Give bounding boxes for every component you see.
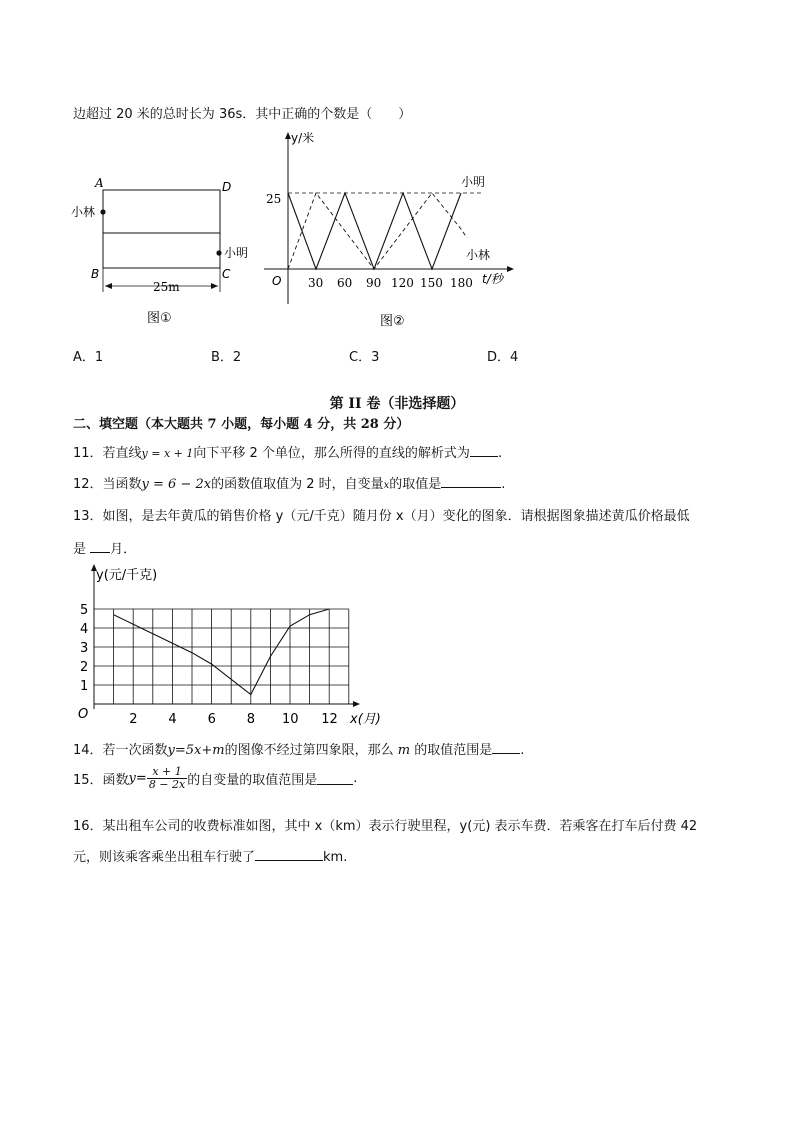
answer-blank-14[interactable] bbox=[492, 741, 520, 754]
chart-origin: O bbox=[78, 707, 89, 722]
answer-blank-16[interactable] bbox=[255, 848, 323, 861]
chart-x-tick: 4 bbox=[168, 712, 177, 727]
chart-y-label: y(元/千克) bbox=[96, 568, 158, 583]
question-16-line1: 16．某出租车公司的收费标准如图，其中 x（km）表示行驶里程，y(元) 表示车费．若乘客在打车后付费 42 bbox=[73, 819, 698, 834]
lin-line bbox=[288, 193, 467, 269]
price-line bbox=[114, 609, 330, 695]
question-13-line1: 13．如图，是去年黄瓜的销售价格 y（元/千克）随月份 x（月）变化的图象．请根据图象描述黄瓜价格最低 bbox=[73, 509, 690, 524]
question-12: 12．当函数y = 6 − 2x的函数值取值为 2 时，自变量x的取值是 . bbox=[73, 477, 506, 492]
chart-y-tick: 5 bbox=[80, 603, 89, 618]
label-width: 25m bbox=[153, 280, 180, 294]
label-ming: 小明 bbox=[224, 246, 249, 260]
answer-blank-12[interactable] bbox=[441, 475, 501, 488]
ming-label: 小明 bbox=[461, 175, 486, 189]
chart-y-tick: 1 bbox=[80, 679, 89, 694]
figure-1-caption: 图① bbox=[147, 311, 172, 326]
figure-2-caption: 图② bbox=[380, 314, 405, 329]
option-c[interactable]: C．3 bbox=[349, 350, 380, 365]
option-b[interactable]: B．2 bbox=[211, 350, 242, 365]
question-15: 15．函数y= $\frac{x + 1}{8 - 2x}$ 的自变量的取值范围是 . bbox=[73, 765, 358, 791]
ming-dot bbox=[216, 250, 221, 255]
x-tick-60: 60 bbox=[337, 276, 353, 290]
x-tick-120: 120 bbox=[391, 276, 414, 290]
y-axis-label: y/米 bbox=[291, 131, 315, 145]
pool-rect bbox=[103, 190, 220, 268]
x-tick-30: 30 bbox=[308, 276, 324, 290]
figure-2 bbox=[260, 128, 530, 338]
question-13-line2: 是 月． bbox=[73, 542, 137, 557]
chart-y-tick: 4 bbox=[80, 622, 89, 637]
origin-label: O bbox=[272, 274, 282, 288]
x-tick-150: 150 bbox=[420, 276, 443, 290]
section-title: 第 II 卷（非选择题） bbox=[329, 396, 465, 412]
option-d[interactable]: D．4 bbox=[487, 350, 519, 365]
answer-blank-15[interactable] bbox=[317, 772, 353, 785]
chart-x-tick: 12 bbox=[321, 712, 338, 727]
lin-label: 小林 bbox=[466, 248, 491, 262]
x-axis-label: t/秒 bbox=[482, 272, 503, 286]
chart-x-tick: 10 bbox=[282, 712, 299, 727]
label-b: B bbox=[91, 267, 100, 281]
answer-blank-11[interactable] bbox=[470, 444, 498, 457]
chart-y-tick: 2 bbox=[80, 660, 89, 675]
chart-x-tick: 8 bbox=[246, 712, 256, 727]
answer-blank-13[interactable] bbox=[90, 540, 110, 553]
label-a: A bbox=[95, 176, 104, 190]
chart-x-label: x(月) bbox=[350, 712, 381, 727]
fraction: $\frac{x + 1}{8 - 2x}$ bbox=[148, 765, 186, 791]
chart-y-tick: 3 bbox=[80, 641, 89, 656]
x-tick-90: 90 bbox=[366, 276, 382, 290]
section-heading: 二、填空题（本大题共 7 小题，每小题 4 分，共 28 分） bbox=[73, 417, 410, 432]
figure-1 bbox=[70, 170, 250, 335]
chart-x-tick: 6 bbox=[207, 712, 216, 727]
lin-dot bbox=[100, 209, 105, 214]
label-c: C bbox=[222, 267, 231, 281]
label-lin: 小林 bbox=[71, 205, 96, 219]
question-14: 14．若一次函数y=5x+m的图像不经过第四象限，那么 m 的取值范围是 . bbox=[73, 743, 525, 758]
y-tick-25: 25 bbox=[266, 192, 282, 206]
price-chart bbox=[70, 562, 390, 732]
question-16-line2: 元，则该乘客乘坐出租车行驶了 km. bbox=[73, 850, 348, 865]
chart-x-tick: 2 bbox=[129, 712, 138, 727]
question-11: 11．若直线y = x + 1向下平移 2 个单位，那么所得的直线的解析式为 . bbox=[73, 446, 503, 461]
ming-line bbox=[288, 193, 461, 269]
label-d: D bbox=[222, 180, 232, 194]
q10-text: 边超过 20 米的总时长为 36s．其中正确的个数是（ ） bbox=[73, 107, 412, 122]
x-tick-180: 180 bbox=[450, 276, 473, 290]
option-a[interactable]: A．1 bbox=[73, 350, 104, 365]
